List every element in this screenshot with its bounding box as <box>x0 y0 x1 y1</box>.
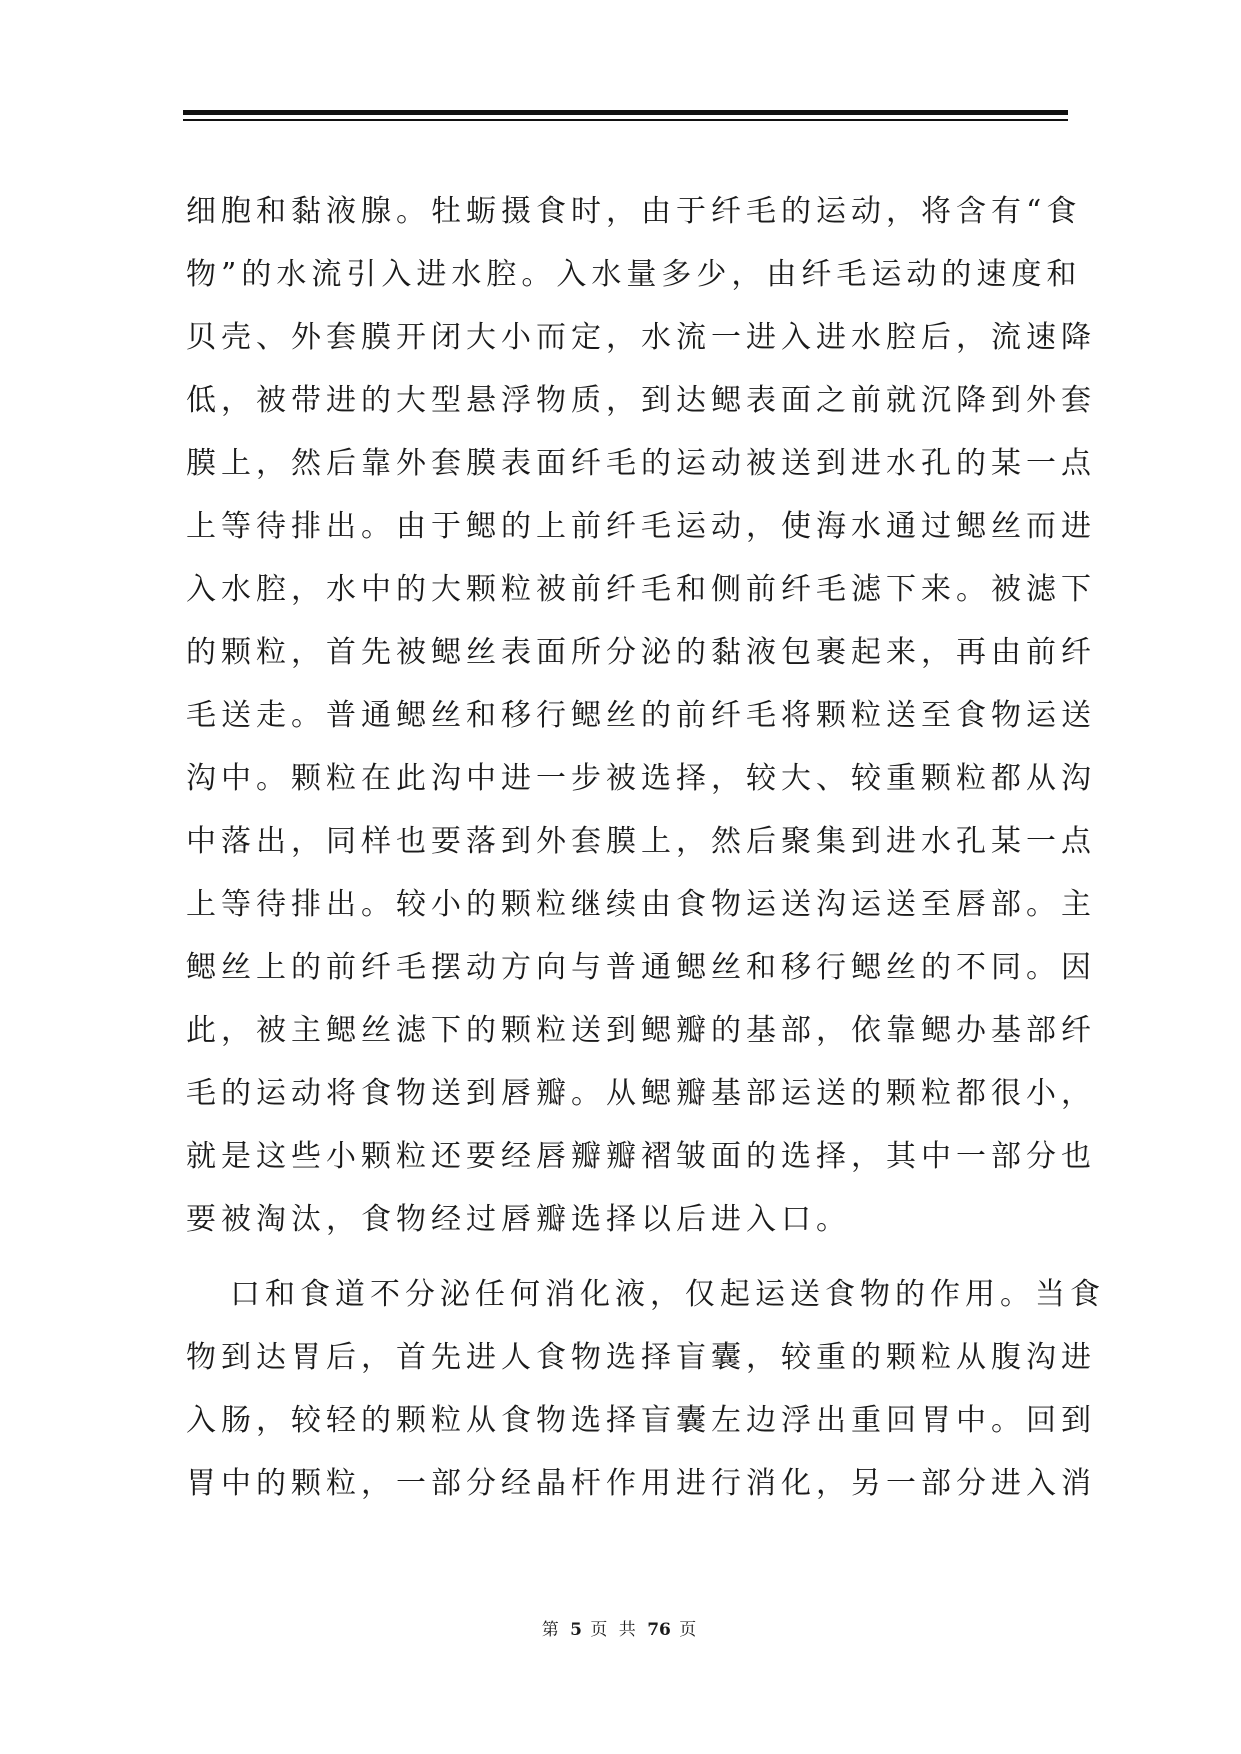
text-line: 口和食道不分泌任何消化液，仅起运送食物的作用。当食 <box>230 1277 1105 1312</box>
text-line: 的颗粒，首先被鳃丝表面所分泌的黏液包裹起来，再由前纤 <box>186 635 1096 670</box>
current-page-number: 5 <box>570 1620 582 1640</box>
text-line: 毛的运动将食物送到唇瓣。从鳃瓣基部运送的颗粒都很小， <box>186 1076 1096 1111</box>
text-line: 低，被带进的大型悬浮物质，到达鳃表面之前就沉降到外套 <box>186 383 1096 418</box>
text-line: 膜上，然后靠外套膜表面纤毛的运动被送到进水孔的某一点 <box>186 446 1096 481</box>
text-line: 细胞和黏液腺。牡蛎摄食时，由于纤毛的运动，将含有“食 <box>186 194 1082 229</box>
paragraph-2 <box>186 1263 1105 1515</box>
text-line: 就是这些小颗粒还要经唇瓣瓣褶皱面的选择，其中一部分也 <box>186 1139 1096 1174</box>
paragraph-1 <box>186 180 1096 1251</box>
text-line: 沟中。颗粒在此沟中进一步被选择，较大、较重颗粒都从沟 <box>186 761 1096 796</box>
text-line: 鳃丝上的前纤毛摆动方向与普通鳃丝和移行鳃丝的不同。因 <box>186 950 1096 985</box>
text-line: 胃中的颗粒，一部分经晶杆作用进行消化，另一部分进入消 <box>186 1466 1096 1501</box>
text-line: 中落出，同样也要落到外套膜上，然后聚集到进水孔某一点 <box>186 824 1096 859</box>
text-line: 上等待排出。由于鳃的上前纤毛运动，使海水通过鳃丝而进 <box>186 509 1096 544</box>
text-line: 入肠，较轻的颗粒从食物选择盲囊左边浮出重回胃中。回到 <box>186 1403 1096 1438</box>
text-line: 物到达胃后，首先进人食物选择盲囊，较重的颗粒从腹沟进 <box>186 1340 1096 1375</box>
footer-middle: 页 共 <box>590 1620 639 1640</box>
text-line: 上等待排出。较小的颗粒继续由食物运送沟运送至唇部。主 <box>186 887 1096 922</box>
text-line: 入水腔，水中的大颗粒被前纤毛和侧前纤毛滤下来。被滤下 <box>186 572 1096 607</box>
header-rule-thick <box>183 110 1068 115</box>
header-rule-thin <box>183 119 1068 121</box>
text-line: 毛送走。普通鳃丝和移行鳃丝的前纤毛将颗粒送至食物运送 <box>186 698 1096 733</box>
total-pages-number: 76 <box>647 1620 671 1640</box>
page-footer <box>0 1615 1241 1640</box>
text-line: 此，被主鳃丝滤下的颗粒送到鳃瓣的基部，依靠鳃办基部纤 <box>186 1013 1096 1048</box>
document-body <box>186 180 1105 1515</box>
text-line: 物”的水流引入进水腔。入水量多少，由纤毛运动的速度和 <box>186 257 1082 292</box>
footer-suffix: 页 <box>679 1620 700 1640</box>
text-line: 要被淘汰，食物经过唇瓣选择以后进入口。 <box>186 1202 851 1237</box>
paragraph-gap <box>186 1251 1063 1263</box>
text-line: 贝壳、外套膜开闭大小而定，水流一进入进水腔后，流速降 <box>186 320 1096 355</box>
footer-prefix: 第 <box>541 1620 562 1640</box>
